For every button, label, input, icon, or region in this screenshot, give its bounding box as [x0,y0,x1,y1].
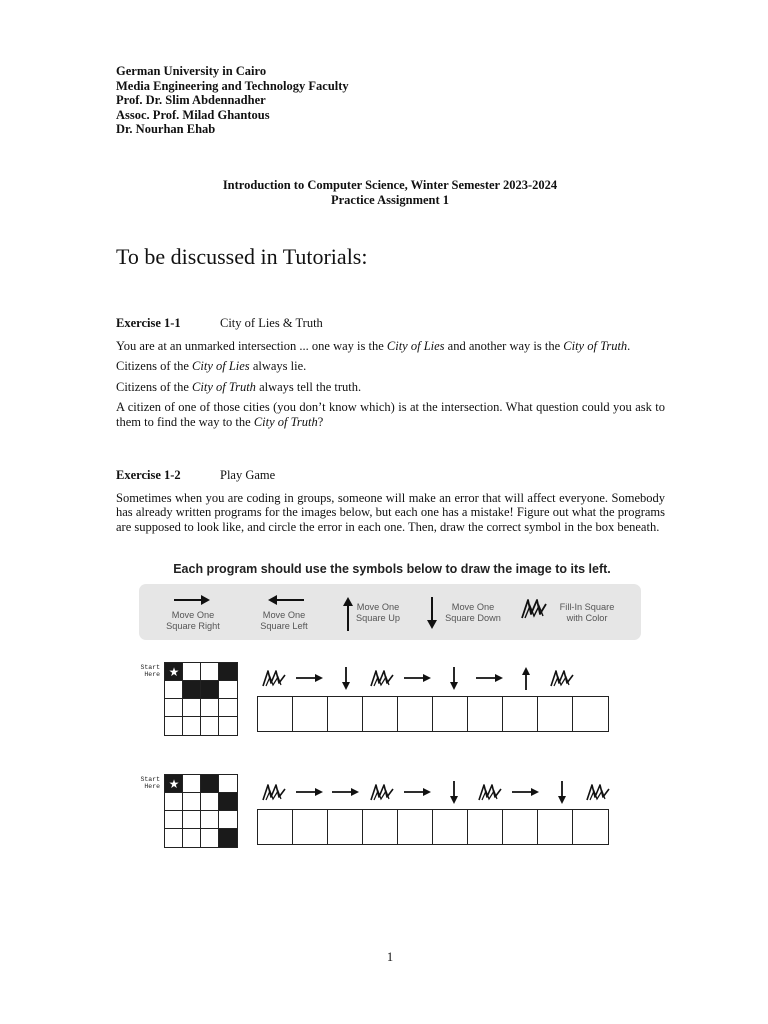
answer-box[interactable] [293,810,328,844]
exercise-1-paragraph-3 [116,380,665,395]
header-line: German University in Cairo [116,64,267,78]
puzzle-grid [164,774,238,848]
up-arrow-icon [509,666,543,690]
filled-cell [219,793,237,811]
empty-cell [165,681,183,699]
right-arrow-icon [293,666,327,690]
empty-cell [165,829,183,847]
start-cell [165,775,183,793]
text: A citizen of one of those cities (you don’t know which) is at the intersection. What question could you ask to them to find the way to the [116,400,665,429]
exercise-2 [116,468,665,540]
start-label: Here [144,783,160,790]
italic-text: City of Truth [563,338,628,353]
answer-box[interactable] [468,810,503,844]
empty-cell [201,717,219,735]
exercise-2-paragraph: Sometimes when you are coding in groups, someone will make an error that will affect everyone. Somebody has already written programs for the images below, but each one has a mistake! Figure out what the programs are supposed to look like, and circle the error in each one. Then, draw the correct symbol in the box beneath. [116,490,665,534]
legend-line: Move One [356,602,400,612]
header-line: Dr. Nourhan Ehab [116,122,216,137]
exercise-2-title: Play Game [220,468,276,482]
answer-boxes [257,696,609,732]
answer-box[interactable] [538,697,573,731]
page-number: 1 [386,950,394,964]
fill-scribble-icon [473,780,507,804]
empty-cell [201,699,219,717]
star-icon: ★ [168,777,180,791]
italic-text: City of Lies [192,359,250,374]
legend-line: Square Right [166,621,220,631]
legend-label-down [441,602,505,624]
symbol-legend [139,584,641,640]
text: and another way is the [444,338,564,353]
legend-label-up [353,602,403,624]
italic-text: City of Lies [386,338,445,353]
down-arrow-icon [437,666,471,690]
italic-text: City of Truth [192,379,256,394]
program-symbols [257,666,617,692]
empty-cell [165,699,183,717]
empty-cell [201,811,219,829]
exercise-1-number: Exercise 1-1 [116,316,181,330]
empty-cell [183,793,201,811]
legend-label-fill [553,602,621,624]
right-arrow-icon [172,592,212,608]
right-arrow-icon [401,780,435,804]
right-arrow-icon [509,780,543,804]
exercise-2-heading [116,468,665,483]
start-here-label [136,664,160,678]
empty-cell [219,811,237,829]
filled-cell [183,681,201,699]
text: always lie. [249,359,307,374]
legend-line: Move One [171,610,215,620]
left-arrow-icon [266,592,306,608]
legend-line: Square Left [260,621,308,631]
course-title-block [0,178,768,207]
answer-box[interactable] [398,810,433,844]
italic-text: City of Truth [253,414,318,429]
empty-cell [183,699,201,717]
exercise-1-paragraph-2 [116,359,665,374]
answer-box[interactable] [503,697,538,731]
answer-box[interactable] [328,697,363,731]
legend-line: Square Down [445,613,501,623]
filled-cell [219,663,237,681]
answer-box[interactable] [258,810,293,844]
legend-line: Fill-In Square [559,602,615,612]
header-line: Prof. Dr. Slim Abdennadher [116,93,266,108]
fill-scribble-icon [581,780,615,804]
answer-box[interactable] [433,697,468,731]
empty-cell [219,775,237,793]
exercise-1-paragraph-1 [116,339,665,354]
institution-header [116,64,349,137]
down-arrow-icon [545,780,579,804]
text: ? [317,414,324,429]
empty-cell [201,793,219,811]
empty-cell [183,717,201,735]
legend-label-right [162,610,224,632]
legend-line: Square Up [356,613,400,623]
puzzle-grid [164,662,238,736]
legend-line: Move One [262,610,306,620]
start-label: Start [140,664,160,671]
answer-box[interactable] [573,810,608,844]
right-arrow-icon [293,780,327,804]
filled-cell [201,775,219,793]
empty-cell [165,811,183,829]
empty-cell [201,663,219,681]
exercise-1-title: City of Lies & Truth [220,316,323,330]
fill-scribble-icon [519,596,549,622]
exercise-1-paragraph-4 [116,400,665,429]
legend-line: Move One [451,602,495,612]
answer-box[interactable] [363,810,398,844]
right-arrow-icon [401,666,435,690]
answer-box[interactable] [573,697,608,731]
start-here-label [136,776,160,790]
start-cell [165,663,183,681]
legend-line: with Color [566,613,608,623]
answer-box[interactable] [538,810,573,844]
start-label: Here [144,671,160,678]
star-icon: ★ [168,665,180,679]
section-title: To be discussed in Tutorials: [116,244,368,269]
start-label: Start [140,776,160,783]
exercise-1-heading [116,316,665,331]
figure-title: Each program should use the symbols below to draw the image to its left. [173,562,611,576]
answer-boxes [257,809,609,845]
empty-cell [219,717,237,735]
fill-scribble-icon [257,666,291,690]
answer-box[interactable] [328,810,363,844]
down-arrow-icon [425,596,439,630]
fill-scribble-icon [365,666,399,690]
legend-label-left [253,610,315,632]
filled-cell [201,681,219,699]
empty-cell [201,829,219,847]
fill-scribble-icon [365,780,399,804]
empty-cell [165,793,183,811]
empty-cell [183,663,201,681]
text: Citizens of the [116,359,193,374]
empty-cell [219,699,237,717]
answer-box[interactable] [468,697,503,731]
empty-cell [219,681,237,699]
right-arrow-icon [473,666,507,690]
right-arrow-icon [329,780,363,804]
empty-cell [183,775,201,793]
answer-box[interactable] [258,697,293,731]
answer-box[interactable] [433,810,468,844]
header-line: Assoc. Prof. Milad Ghantous [116,107,270,122]
empty-cell [165,717,183,735]
fill-scribble-icon [545,666,579,690]
answer-box[interactable] [293,697,328,731]
assignment-title: Practice Assignment 1 [330,192,450,207]
exercise-1 [116,316,665,436]
down-arrow-icon [437,780,471,804]
course-title: Introduction to Computer Science, Winter Semester 2023-2024 [222,178,558,192]
down-arrow-icon [329,666,363,690]
program-symbols [257,780,617,806]
header-line: Media Engineering and Technology Faculty [116,78,349,93]
text: You are at an unmarked intersection ... one way is the [116,338,387,353]
exercise-2-number: Exercise 1-2 [116,468,181,482]
answer-box[interactable] [503,810,538,844]
text: Citizens of the [116,379,193,394]
filled-cell [219,829,237,847]
text: . [627,338,631,353]
answer-box[interactable] [363,697,398,731]
answer-box[interactable] [398,697,433,731]
fill-scribble-icon [257,780,291,804]
empty-cell [183,811,201,829]
empty-cell [183,829,201,847]
text: always tell the truth. [255,379,362,394]
